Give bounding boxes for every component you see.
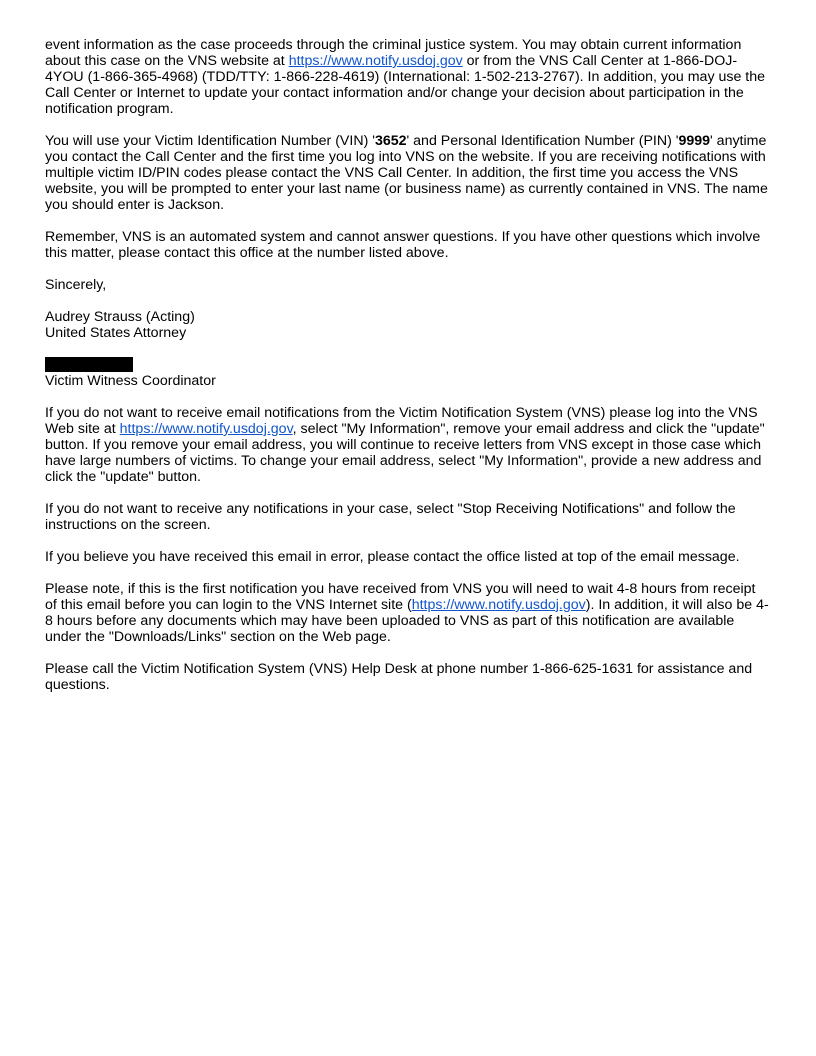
coordinator-block xyxy=(45,357,771,389)
error-email-paragraph: If you believe you have received this email in error, please contact the office listed at top of the email message. xyxy=(45,549,740,565)
vin-pin-paragraph: You will use your Victim Identification Number (VIN) '3652' and Personal Identification Number (PIN) '9999' anytime you contact the Call Center and the first time you log into VNS on the website. If you are receiving notifications with multiple victim ID/PIN codes please contact the VNS Call Center. In addition, the first time you access the VNS website, you will be prompted to enter your last name (or business name) as currently contained in VNS. The name you should enter is Jackson. xyxy=(45,133,768,213)
coordinator-title: Victim Witness Coordinator xyxy=(45,373,216,389)
redacted-name-block xyxy=(45,357,133,372)
automated-system-paragraph: Remember, VNS is an automated system and cannot answer questions. If you have other questions which involve this matter, please contact this office at the number listed above. xyxy=(45,229,761,261)
vns-web-site-link[interactable]: https://www.notify.usdoj.gov xyxy=(119,421,293,437)
stop-notifications-paragraph: If you do not want to receive any notifications in your case, select "Stop Receiving Notifications" and follow the instructions on the screen. xyxy=(45,501,736,533)
closing: Sincerely, xyxy=(45,277,107,293)
vns-internet-site-link[interactable]: https://www.notify.usdoj.gov xyxy=(411,597,586,613)
signer-name: Audrey Strauss (Acting) xyxy=(45,309,195,325)
vin-number: 3652 xyxy=(374,133,407,149)
pin-number: 9999 xyxy=(678,133,711,149)
help-desk-paragraph: Please call the Victim Notification System (VNS) Help Desk at phone number 1-866-625-1631 for assistance and questions. xyxy=(45,661,753,693)
email-opt-out-paragraph: If you do not want to receive email notifications from the Victim Notification System (VNS) please log into the VNS Web site at https://www.notify.usdoj.gov, select "My Information", remove your email address and click the "update" button. If you remove your email address, you will continue to receive letters from VNS except in those case which have large numbers of victims. To change your email address, select "My Information", provide a new address and click the "update" button. xyxy=(45,405,765,485)
signer-title: United States Attorney xyxy=(45,325,187,341)
vns-website-link[interactable]: https://www.notify.usdoj.gov xyxy=(288,53,463,69)
vns-info-paragraph: event information as the case proceeds through the criminal justice system. You may obtain current information about this case on the VNS website at https://www.notify.usdoj.gov or from the VNS Call Center at 1-866-DOJ-4YOU (1-866-365-4968) (TDD/TTY: 1-866-228-4619) (International: 1-502-213-2767). In addition, you may use the Call Center or Internet to update your contact information and/or change your decision about participation in the notification program. xyxy=(45,37,766,117)
signature-block xyxy=(45,309,771,341)
letter-body xyxy=(45,37,771,709)
first-notification-paragraph: Please note, if this is the first notification you have received from VNS you will need to wait 4-8 hours from receipt of this email before you can login to the VNS Internet site (https://www.notify.usdoj.gov). In addition, it will also be 4-8 hours before any documents which may have been uploaded to VNS as part of this notification are available under the "Downloads/Links" section on the Web page. xyxy=(45,581,769,645)
